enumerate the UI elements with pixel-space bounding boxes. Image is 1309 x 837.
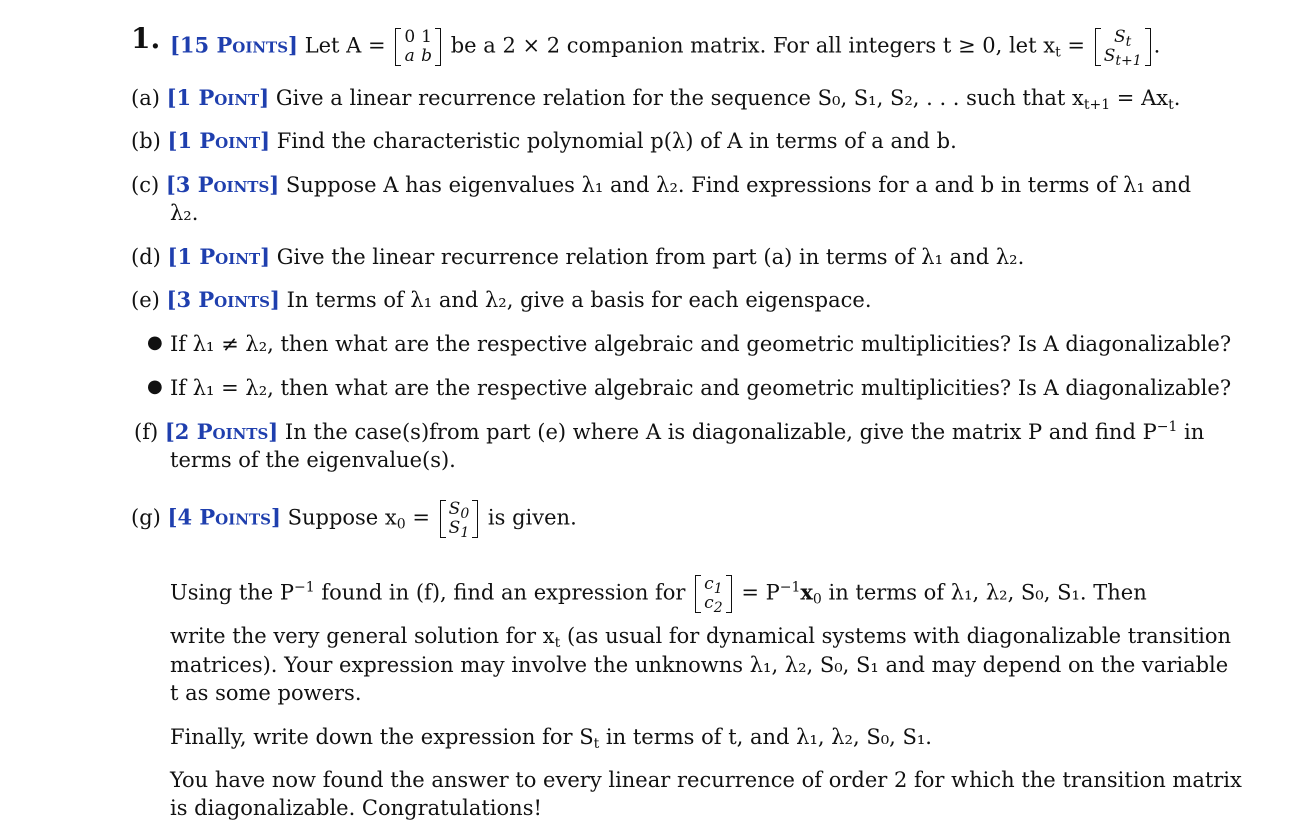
vec-x-cell: S xyxy=(1103,46,1116,66)
matrix-a-cell: a xyxy=(404,46,415,66)
part-text: Give a linear recurrence relation for the sequence S₀, S₁, S₂, . . . such that x xyxy=(275,86,1084,110)
part-text: is diagonalizable. Congratulations! xyxy=(170,796,542,820)
part-b xyxy=(131,128,957,154)
vec-c-cell: c xyxy=(704,574,714,594)
part-text: Using the P xyxy=(170,580,295,605)
part-g-p1 xyxy=(170,574,1147,616)
vec-x-sub: t xyxy=(1125,34,1132,50)
intro-a: Let A = xyxy=(304,33,386,58)
part-sub: 0 xyxy=(812,591,822,608)
part-f xyxy=(134,419,1204,445)
intro-eq: = xyxy=(1060,33,1085,58)
part-text: in xyxy=(1177,420,1205,444)
part-text: in terms of λ₁, λ₂, S₀, S₁. Then xyxy=(821,580,1147,605)
intro-sub: t xyxy=(1055,44,1061,61)
vector-s xyxy=(440,499,479,541)
vec-c-sub: 1 xyxy=(713,581,723,597)
part-text: Finally, write down the expression for S xyxy=(170,725,594,749)
part-label: (e) xyxy=(131,288,160,312)
part-text: In terms of λ₁ and λ₂, give a basis for each eigenspace. xyxy=(286,288,872,312)
problem-header xyxy=(170,27,1161,69)
vec-x-sub: t+1 xyxy=(1115,53,1142,69)
intro-b: be a 2 × 2 companion matrix. For all integers t ≥ 0, let x xyxy=(450,33,1056,58)
part-g-p2 xyxy=(170,623,1231,649)
part-text: In the case(s)from part (e) where A is diagonalizable, give the matrix P and find P xyxy=(284,420,1157,444)
part-points: [3 Points] xyxy=(166,287,280,312)
bullet-icon: ● xyxy=(147,376,163,397)
part-text: (as usual for dynamical systems with diagonalizable transition xyxy=(560,624,1232,648)
part-c xyxy=(131,172,1191,198)
vector-x xyxy=(1095,27,1151,69)
part-text: = xyxy=(405,505,430,530)
part-label: (g) xyxy=(131,505,161,530)
part-sup: −1 xyxy=(1156,419,1178,435)
matrix-a xyxy=(395,28,441,66)
part-text: . xyxy=(1173,86,1181,110)
part-g-p7 xyxy=(170,795,542,821)
problem-number: 1. xyxy=(131,22,161,55)
bullet-text: If λ₁ = λ₂, then what are the respective algebraic and geometric multiplicities? Is A diagonalizable? xyxy=(170,376,1232,400)
part-f-cont xyxy=(170,447,456,473)
part-g xyxy=(131,499,577,541)
part-points: [3 Points] xyxy=(165,172,280,197)
part-text: = P xyxy=(741,580,780,605)
part-points: [1 Point] xyxy=(167,128,271,153)
part-text: t as some powers. xyxy=(170,681,362,705)
vec-s-cell: S xyxy=(448,518,461,538)
part-c-cont xyxy=(170,200,198,226)
matrix-a-cell: 0 xyxy=(404,27,416,47)
vector-c xyxy=(695,574,731,616)
part-text: write the very general solution for x xyxy=(170,624,555,648)
part-d xyxy=(131,244,1024,270)
part-e-bullet-2 xyxy=(170,375,1231,401)
part-label: (f) xyxy=(134,420,159,444)
vec-s-sub: 1 xyxy=(460,525,470,541)
part-text: Give the linear recurrence relation from part (a) in terms of λ₁ and λ₂. xyxy=(276,245,1025,269)
part-text: = Ax xyxy=(1110,86,1169,110)
problem-points: [15 Points] xyxy=(170,32,298,58)
part-text: λ₂. xyxy=(170,201,199,225)
part-label: (b) xyxy=(131,129,161,153)
part-label: (c) xyxy=(131,173,160,197)
part-text: is given. xyxy=(487,505,577,530)
part-points: [1 Point] xyxy=(166,85,270,110)
vec-x-cell: S xyxy=(1114,27,1126,47)
part-text: found in (f), find an expression for xyxy=(314,580,686,605)
part-e xyxy=(131,287,872,313)
part-g-p5 xyxy=(170,724,932,750)
part-sub: t xyxy=(1168,97,1174,113)
part-label: (a) xyxy=(131,86,160,110)
part-text: Suppose A has eigenvalues λ₁ and λ₂. Find expressions for a and b in terms of λ₁ and xyxy=(285,173,1192,197)
matrix-a-cell: 1 xyxy=(421,27,432,47)
part-sub: t xyxy=(593,736,600,752)
part-text: in terms of t, and λ₁, λ₂, S₀, S₁. xyxy=(599,725,932,749)
bullet-icon: ● xyxy=(147,332,163,353)
vec-s-sub: 0 xyxy=(460,506,470,522)
part-text: Find the characteristic polynomial p(λ) of A in terms of a and b. xyxy=(276,129,957,153)
intro-end: . xyxy=(1153,33,1161,58)
vec-s-cell: S xyxy=(448,499,461,519)
part-e-bullet-1 xyxy=(170,331,1231,357)
part-sub: t+1 xyxy=(1083,97,1111,113)
vec-c-cell: c xyxy=(704,593,714,613)
part-a xyxy=(131,85,1180,111)
part-sup: −1 xyxy=(294,579,315,596)
part-g-p4 xyxy=(170,680,362,706)
part-g-p3 xyxy=(170,652,1228,678)
bullet-text: If λ₁ ≠ λ₂, then what are the respective algebraic and geometric multiplicities? Is A diagonalizable? xyxy=(170,332,1232,356)
matrix-a-cell: b xyxy=(421,46,433,66)
part-points: [4 Points] xyxy=(167,504,281,530)
part-points: [2 Points] xyxy=(164,419,279,444)
part-text: You have now found the answer to every linear recurrence of order 2 for which the transition matrix xyxy=(170,768,1242,792)
vec-c-sub: 2 xyxy=(713,600,723,616)
part-points: [1 Point] xyxy=(167,244,271,269)
part-text: matrices). Your expression may involve the unknowns λ₁, λ₂, S₀, S₁ and may depend on the variable xyxy=(170,653,1229,677)
part-text: terms of the eigenvalue(s). xyxy=(170,448,456,472)
part-text: Suppose x xyxy=(287,505,397,530)
part-g-p6 xyxy=(170,767,1242,793)
part-sup: −1 xyxy=(779,579,801,596)
part-sub: 0 xyxy=(396,516,406,533)
part-text: x xyxy=(800,579,813,605)
part-sub: t xyxy=(554,635,561,651)
part-label: (d) xyxy=(131,245,161,269)
